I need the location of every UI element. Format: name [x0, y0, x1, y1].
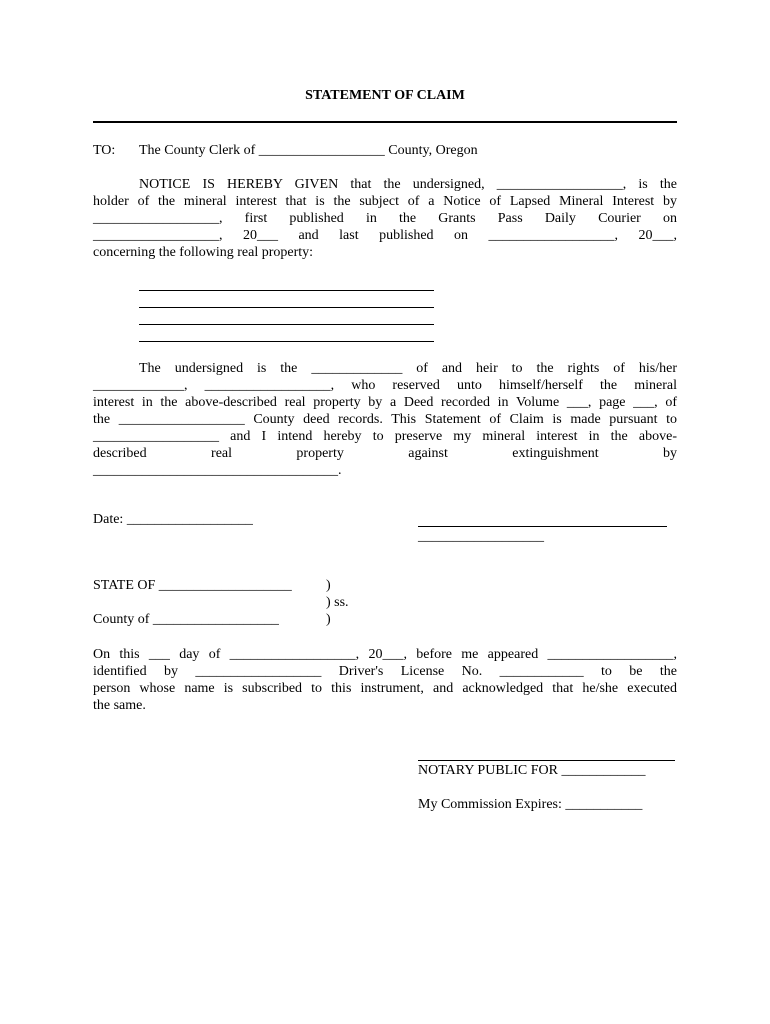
document-title: STATEMENT OF CLAIM — [305, 88, 465, 103]
to-text: The County Clerk of __________________ County, Oregon — [139, 143, 478, 158]
notary-signature-line — [418, 760, 675, 761]
property-description-line — [139, 324, 434, 325]
county-of-field: County of __________________ — [93, 612, 279, 627]
state-of-field: STATE OF ___________________ — [93, 578, 292, 593]
notice-line-5: concerning the following real property: — [93, 245, 314, 260]
venue-ss: ) ss. — [326, 595, 349, 610]
claimant-signature-line — [418, 526, 667, 527]
ack-line-2: identified by __________________ Driver's License No. ____________ to be the — [93, 664, 677, 679]
title-divider — [93, 121, 677, 123]
commission-expires-label: My Commission Expires: ___________ — [418, 797, 643, 812]
heir-line-5: __________________ and I intend hereby to preserve my mineral interest in the above- — [93, 429, 677, 444]
heir-paragraph — [93, 360, 677, 479]
heir-line-1: The undersigned is the _____________ of and heir to the rights of his/her — [139, 361, 677, 376]
ack-line-4: the same. — [93, 698, 146, 713]
ack-line-3: person whose name is subscribed to this instrument, and acknowledged that he/she executed — [93, 681, 677, 696]
venue-bracket: ) — [326, 612, 331, 627]
to-label: TO: — [93, 143, 116, 158]
heir-line-3: interest in the above-described real property by a Deed recorded in Volume ___, page ___, of — [93, 395, 677, 410]
heir-line-2: _____________, __________________, who reserved unto himself/herself the mineral — [93, 378, 677, 393]
heir-line-4: the __________________ County deed records. This Statement of Claim is made pursuant to — [93, 412, 677, 427]
notary-public-label: NOTARY PUBLIC FOR ____________ — [418, 763, 646, 778]
notice-line-1: NOTICE IS HEREBY GIVEN that the undersigned, __________________, is the — [139, 177, 677, 192]
claimant-signature-line-2: __________________ — [418, 529, 544, 544]
property-description-line — [139, 307, 434, 308]
heir-line-7: ___________________________________. — [93, 463, 342, 478]
notice-paragraph — [93, 176, 677, 261]
property-description-line — [139, 290, 434, 291]
property-description-line — [139, 341, 434, 342]
heir-line-6: described real property against extinguishment by — [93, 446, 677, 461]
notice-line-2: holder of the mineral interest that is the subject of a Notice of Lapsed Mineral Interest by — [93, 194, 677, 209]
notice-line-3: __________________, first published in the Grants Pass Daily Courier on — [93, 211, 677, 226]
acknowledgment-paragraph — [93, 646, 677, 714]
notice-line-4: __________________, 20___ and last published on __________________, 20___, — [93, 228, 677, 243]
venue-bracket: ) — [326, 578, 331, 593]
date-field: Date: __________________ — [93, 512, 253, 527]
ack-line-1: On this ___ day of __________________, 20___, before me appeared __________________, — [93, 647, 677, 662]
